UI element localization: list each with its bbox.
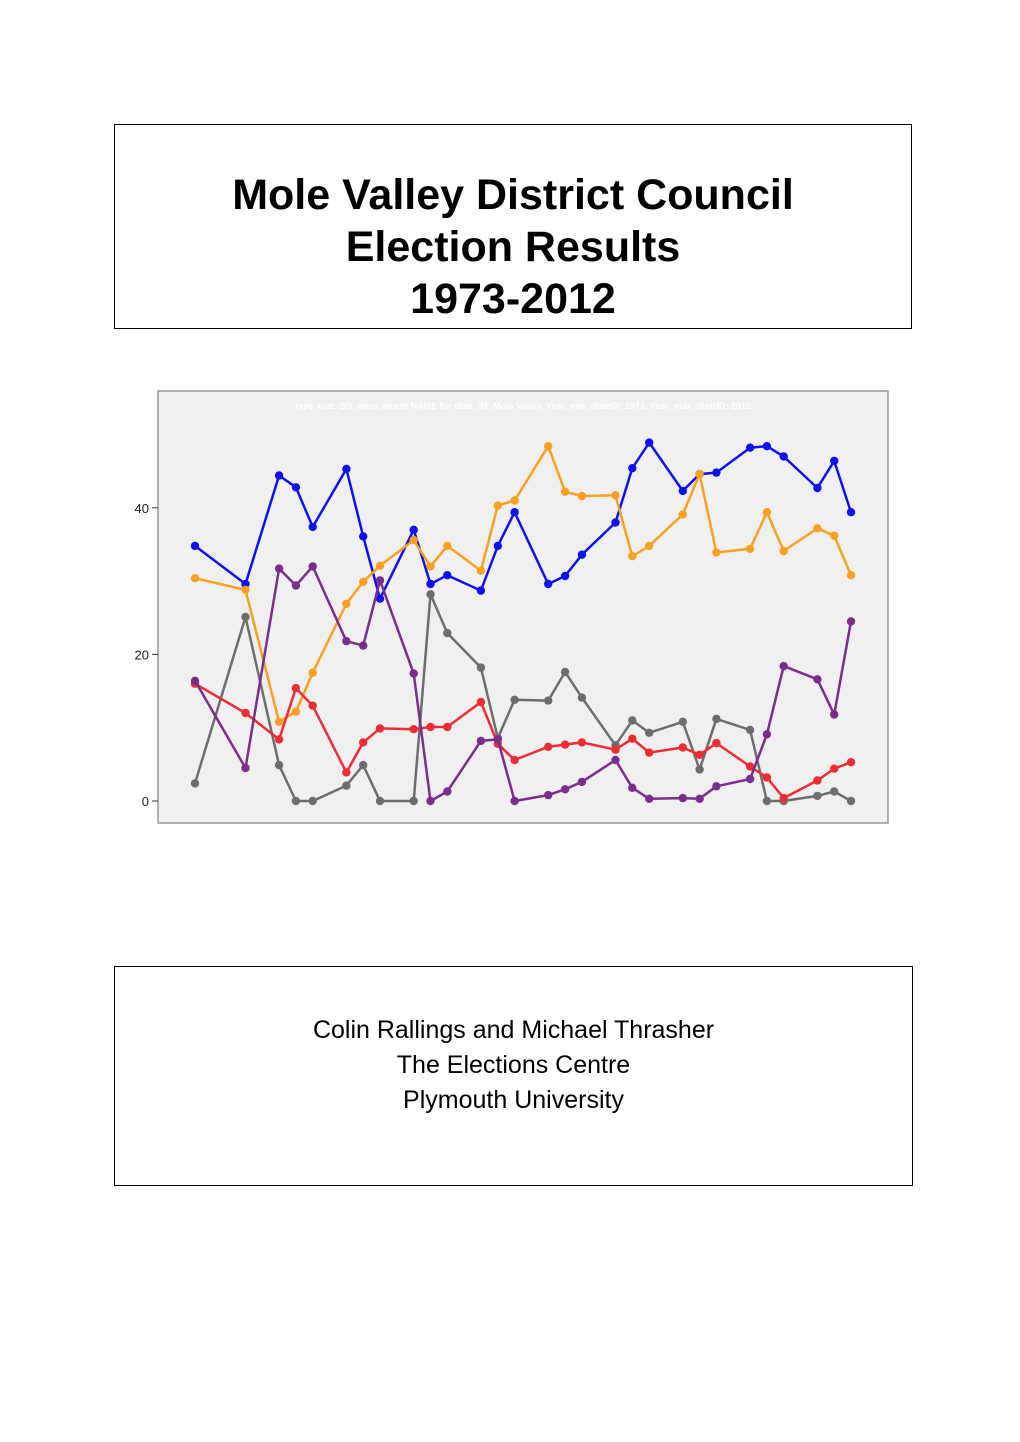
data-point xyxy=(443,787,451,795)
plot-area xyxy=(158,391,888,823)
data-point xyxy=(578,778,586,786)
data-point xyxy=(679,718,687,726)
data-point xyxy=(712,548,720,556)
data-point xyxy=(695,751,703,759)
data-point xyxy=(544,696,552,704)
data-point xyxy=(712,739,720,747)
data-point xyxy=(510,756,518,764)
data-point xyxy=(309,702,317,710)
data-point xyxy=(695,765,703,773)
data-point xyxy=(628,552,636,560)
data-point xyxy=(847,617,855,625)
data-point xyxy=(359,761,367,769)
data-point xyxy=(695,470,703,478)
data-point xyxy=(376,576,384,584)
authors-university: Plymouth University xyxy=(403,1086,624,1114)
data-point xyxy=(780,547,788,555)
data-point xyxy=(494,542,502,550)
data-point xyxy=(830,787,838,795)
authors-names: Colin Rallings and Michael Thrasher xyxy=(312,1016,715,1044)
data-point xyxy=(813,484,821,492)
data-point xyxy=(813,792,821,800)
data-point xyxy=(309,797,317,805)
data-point xyxy=(275,564,283,572)
data-point xyxy=(410,669,418,677)
data-point xyxy=(830,457,838,465)
data-point xyxy=(561,785,569,793)
data-point xyxy=(544,743,552,751)
data-point xyxy=(645,748,653,756)
data-point xyxy=(712,468,720,476)
data-point xyxy=(813,776,821,784)
data-point xyxy=(477,567,485,575)
election-chart xyxy=(130,385,900,830)
data-point xyxy=(376,724,384,732)
data-point xyxy=(561,740,569,748)
data-point xyxy=(191,677,199,685)
data-point xyxy=(763,442,771,450)
data-point xyxy=(292,797,300,805)
data-point xyxy=(746,775,754,783)
data-point xyxy=(561,668,569,676)
data-point xyxy=(426,562,434,570)
data-point xyxy=(544,442,552,450)
authors-centre: The Elections Centre xyxy=(396,1051,631,1079)
data-point xyxy=(410,797,418,805)
data-point xyxy=(309,562,317,570)
data-point xyxy=(275,761,283,769)
data-point xyxy=(679,510,687,518)
data-point xyxy=(443,542,451,550)
data-point xyxy=(292,483,300,491)
data-point xyxy=(679,794,687,802)
chart-subtitle: type 4cat: SD, most recent NAME for distr_ID: Mole Valley, Year_min_distrID: 1973, Year_max_distrID: 2012 xyxy=(295,401,751,411)
data-point xyxy=(830,710,838,718)
data-point xyxy=(561,572,569,580)
data-point xyxy=(426,590,434,598)
data-point xyxy=(510,797,518,805)
data-point xyxy=(241,764,249,772)
data-point xyxy=(342,465,350,473)
data-point xyxy=(241,613,249,621)
data-point xyxy=(611,756,619,764)
data-point xyxy=(544,791,552,799)
data-point xyxy=(712,782,720,790)
data-point xyxy=(191,574,199,582)
data-point xyxy=(763,773,771,781)
data-point xyxy=(578,492,586,500)
data-point xyxy=(359,532,367,540)
data-point xyxy=(342,637,350,645)
data-point xyxy=(275,718,283,726)
data-point xyxy=(443,571,451,579)
document-title-line-3: 1973-2012 xyxy=(410,275,616,323)
data-point xyxy=(578,738,586,746)
data-point xyxy=(645,438,653,446)
data-point xyxy=(645,795,653,803)
data-point xyxy=(763,730,771,738)
data-point xyxy=(477,586,485,594)
data-point xyxy=(410,536,418,544)
data-point xyxy=(611,746,619,754)
y-tick-label: 40 xyxy=(134,500,149,516)
data-point xyxy=(410,526,418,534)
data-point xyxy=(746,545,754,553)
data-point xyxy=(477,698,485,706)
data-point xyxy=(628,784,636,792)
y-tick-label: 20 xyxy=(134,647,149,663)
data-point xyxy=(359,641,367,649)
y-axis xyxy=(135,501,158,809)
data-point xyxy=(746,444,754,452)
data-point xyxy=(628,464,636,472)
data-point xyxy=(679,487,687,495)
data-point xyxy=(763,508,771,516)
data-point xyxy=(628,716,636,724)
data-point xyxy=(426,797,434,805)
data-point xyxy=(679,743,687,751)
data-point xyxy=(510,496,518,504)
data-point xyxy=(426,723,434,731)
data-point xyxy=(292,684,300,692)
author-box xyxy=(114,966,913,1186)
y-tick-label: 0 xyxy=(141,794,149,809)
data-point xyxy=(342,781,350,789)
data-point xyxy=(712,715,720,723)
data-point xyxy=(847,508,855,516)
data-point xyxy=(443,723,451,731)
data-point xyxy=(376,562,384,570)
data-point xyxy=(191,779,199,787)
data-point xyxy=(376,797,384,805)
data-point xyxy=(359,578,367,586)
data-point xyxy=(359,738,367,746)
data-point xyxy=(645,729,653,737)
data-point xyxy=(780,794,788,802)
data-point xyxy=(544,580,552,588)
data-point xyxy=(830,765,838,773)
data-point xyxy=(780,662,788,670)
data-point xyxy=(813,524,821,532)
data-point xyxy=(275,471,283,479)
data-point xyxy=(763,797,771,805)
data-point xyxy=(342,600,350,608)
data-point xyxy=(847,758,855,766)
data-point xyxy=(830,532,838,540)
data-point xyxy=(410,725,418,733)
data-point xyxy=(695,795,703,803)
data-point xyxy=(578,693,586,701)
data-point xyxy=(494,735,502,743)
data-point xyxy=(477,737,485,745)
data-point xyxy=(510,508,518,516)
chart-svg xyxy=(130,385,900,830)
data-point xyxy=(477,663,485,671)
data-point xyxy=(628,735,636,743)
data-point xyxy=(645,542,653,550)
data-point xyxy=(847,797,855,805)
data-point xyxy=(241,586,249,594)
data-point xyxy=(309,669,317,677)
data-point xyxy=(292,581,300,589)
data-point xyxy=(426,580,434,588)
data-point xyxy=(780,452,788,460)
title-box xyxy=(114,124,912,329)
data-point xyxy=(611,518,619,526)
data-point xyxy=(847,571,855,579)
data-point xyxy=(746,726,754,734)
data-point xyxy=(813,675,821,683)
data-point xyxy=(611,491,619,499)
data-point xyxy=(275,735,283,743)
data-point xyxy=(443,629,451,637)
data-point xyxy=(494,501,502,509)
data-point xyxy=(191,542,199,550)
data-point xyxy=(510,696,518,704)
data-point xyxy=(309,523,317,531)
data-point xyxy=(292,707,300,715)
document-title-line-1: Mole Valley District Council xyxy=(232,171,794,219)
document-title-line-2: Election Results xyxy=(345,223,681,271)
data-point xyxy=(578,551,586,559)
data-point xyxy=(241,709,249,717)
data-point xyxy=(561,488,569,496)
data-point xyxy=(342,768,350,776)
